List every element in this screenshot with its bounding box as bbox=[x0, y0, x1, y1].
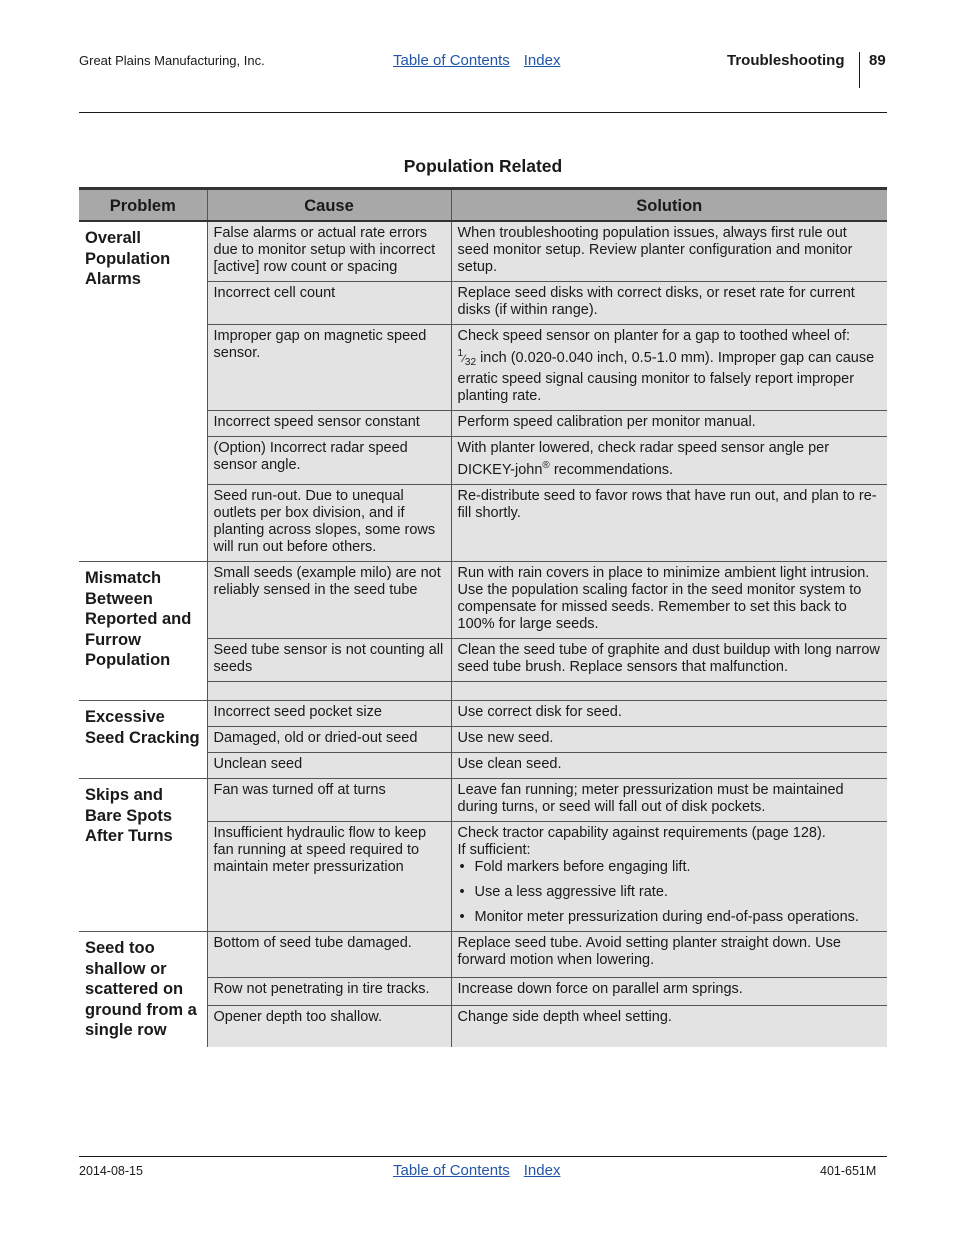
solution-cell: Perform speed calibration per monitor manual. bbox=[451, 411, 887, 437]
cause-cell: Incorrect seed pocket size bbox=[207, 701, 451, 727]
table-row bbox=[79, 701, 887, 727]
footer-date: 2014-08-15 bbox=[79, 1164, 143, 1178]
cause-cell: False alarms or actual rate errors due to monitor setup with incorrect [active] row count or spacing bbox=[207, 221, 451, 282]
footer-nav bbox=[393, 1162, 574, 1179]
solution-text: Check speed sensor on planter for a gap to toothed wheel of: bbox=[457, 328, 851, 344]
cause-cell: Seed run-out. Due to unequal outlets per box division, and if planting across slopes, some rows will run out before others. bbox=[207, 485, 451, 562]
cause-cell: Damaged, old or dried-out seed bbox=[207, 727, 451, 753]
solution-cell: Use clean seed. bbox=[451, 753, 887, 779]
solution-cell: Clean the seed tube of graphite and dust buildup with long narrow seed tube brush. Replace sensors that malfunction. bbox=[451, 639, 887, 682]
solution-text: If sufficient: bbox=[457, 842, 531, 858]
cause-cell: Fan was turned off at turns bbox=[207, 779, 451, 822]
footer-rule bbox=[79, 1156, 887, 1157]
fraction: $^1⁄_{32}$ bbox=[457, 348, 477, 368]
footer-doc-number: 401-651M bbox=[820, 1164, 877, 1178]
header-nav bbox=[393, 52, 574, 69]
table-header-row bbox=[79, 189, 887, 222]
cause-cell: Incorrect cell count bbox=[207, 282, 451, 325]
solution-cell bbox=[451, 822, 887, 932]
fraction-denominator: 32 bbox=[464, 357, 477, 368]
cause-cell: Bottom of seed tube damaged. bbox=[207, 932, 451, 978]
cause-cell: Opener depth too shallow. bbox=[207, 1005, 451, 1046]
header-rule bbox=[79, 112, 887, 113]
solution-text: With planter lowered, check radar speed sensor angle per DICKEY-john bbox=[457, 440, 830, 478]
solution-cell: Replace seed tube. Avoid setting planter straight down. Use forward motion when lowering. bbox=[451, 932, 887, 978]
cause-cell bbox=[207, 682, 451, 701]
solution-cell bbox=[451, 437, 887, 485]
header-index-link[interactable]: Index bbox=[523, 52, 561, 69]
table-row bbox=[79, 562, 887, 639]
solution-cell: Run with rain covers in place to minimize ambient light intrusion. Use the population scaling factor in the seed monitor system to compensate for missed seeds. Remember to set this back to 100% for large seeds. bbox=[451, 562, 887, 639]
header-company: Great Plains Manufacturing, Inc. bbox=[79, 53, 265, 68]
problem-cell: Seed too shallow or scattered on ground from a single row bbox=[79, 932, 207, 1047]
bullet-item: • Monitor meter pressurization during end-of-pass operations. bbox=[458, 909, 882, 926]
problem-cell: Excessive Seed Cracking bbox=[79, 701, 207, 779]
column-header-cause: Cause bbox=[207, 189, 451, 222]
registered-mark: ® bbox=[542, 460, 550, 471]
solution-text: recommendations. bbox=[553, 462, 674, 478]
solution-cell bbox=[451, 325, 887, 411]
solution-cell: Use new seed. bbox=[451, 727, 887, 753]
cause-cell: Row not penetrating in tire tracks. bbox=[207, 978, 451, 1006]
page-number: 89 bbox=[869, 52, 886, 69]
cause-cell: Insufficient hydraulic flow to keep fan running at speed required to maintain meter pressurization bbox=[207, 822, 451, 932]
cause-cell: Small seeds (example milo) are not reliably sensed in the seed tube bbox=[207, 562, 451, 639]
header-section-title: Troubleshooting bbox=[727, 52, 845, 69]
problem-cell: Mismatch Between Reported and Furrow Population bbox=[79, 562, 207, 701]
cause-cell: Unclean seed bbox=[207, 753, 451, 779]
table-row bbox=[79, 221, 887, 282]
solution-cell: Use correct disk for seed. bbox=[451, 701, 887, 727]
bullet-item: • Fold markers before engaging lift. bbox=[458, 859, 882, 876]
header-divider bbox=[859, 52, 860, 88]
cause-cell: Incorrect speed sensor constant bbox=[207, 411, 451, 437]
solution-cell bbox=[451, 682, 887, 701]
table-row bbox=[79, 779, 887, 822]
solution-cell: When troubleshooting population issues, always first rule out seed monitor setup. Review planter configuration and monitor setup. bbox=[451, 221, 887, 282]
solution-cell: Change side depth wheel setting. bbox=[451, 1005, 887, 1046]
fraction-numerator: 1 bbox=[457, 348, 464, 359]
bullet-item: • Use a less aggressive lift rate. bbox=[458, 884, 882, 901]
problem-cell: Overall Population Alarms bbox=[79, 221, 207, 562]
cause-cell: (Option) Incorrect radar speed sensor angle. bbox=[207, 437, 451, 485]
solution-text: Check tractor capability against requirements (page 128). bbox=[457, 825, 826, 841]
solution-cell: Re-distribute seed to favor rows that have run out, and plan to re-fill shortly. bbox=[451, 485, 887, 562]
cause-cell: Improper gap on magnetic speed sensor. bbox=[207, 325, 451, 411]
header-toc-link[interactable]: Table of Contents bbox=[393, 52, 510, 69]
table-row bbox=[79, 932, 887, 978]
footer-toc-link[interactable]: Table of Contents bbox=[393, 1162, 510, 1179]
troubleshooting-table bbox=[79, 187, 887, 1047]
table-title: Population Related bbox=[403, 156, 563, 176]
solution-cell: Increase down force on parallel arm springs. bbox=[451, 978, 887, 1006]
problem-cell: Skips and Bare Spots After Turns bbox=[79, 779, 207, 932]
column-header-problem: Problem bbox=[79, 189, 207, 222]
solution-cell: Leave fan running; meter pressurization must be maintained during turns, or seed will fall out of disk pockets. bbox=[451, 779, 887, 822]
column-header-solution: Solution bbox=[451, 189, 887, 222]
cause-cell: Seed tube sensor is not counting all seeds bbox=[207, 639, 451, 682]
bullet-list bbox=[458, 859, 882, 926]
solution-cell: Replace seed disks with correct disks, or reset rate for current disks (if within range). bbox=[451, 282, 887, 325]
solution-text: inch (0.020-0.040 inch, 0.5-1.0 mm). Improper gap can cause erratic speed signal causing monitor to falsely report improper planting rate. bbox=[457, 350, 875, 404]
footer-index-link[interactable]: Index bbox=[523, 1162, 561, 1179]
